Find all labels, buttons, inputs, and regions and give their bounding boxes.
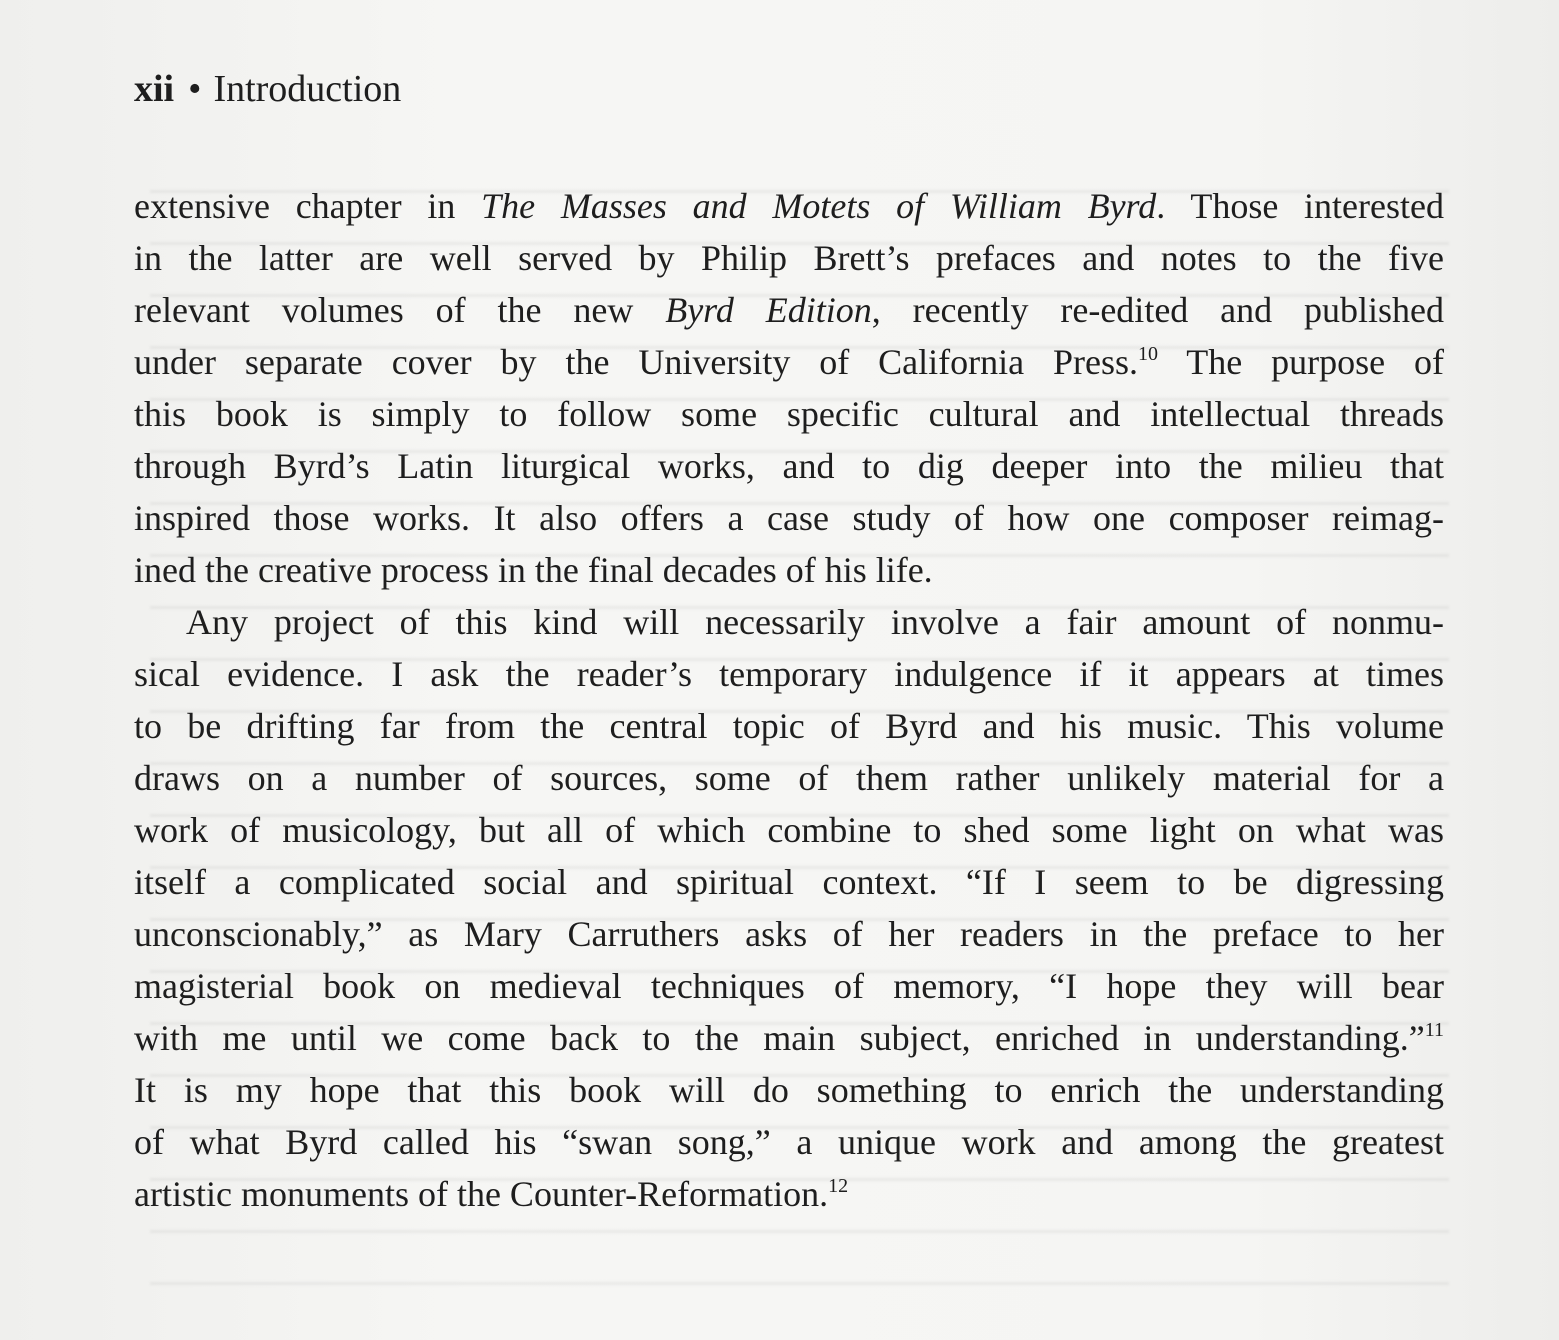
text-span: artistic monuments of the Counter-Reformation.: [134, 1174, 829, 1214]
text-line: [134, 284, 1444, 336]
text-line: draws on a number of sources, some of them rather unlikely material for a: [134, 758, 1444, 798]
text-line: through Byrd’s Latin liturgical works, and to dig deeper into the milieu that: [134, 446, 1444, 486]
text-line: itself a complicated social and spiritual context. “If I seem to be digressing: [134, 862, 1444, 902]
text-line: It is my hope that this book will do something to enrich the understanding: [134, 1070, 1444, 1110]
running-head: [134, 66, 401, 112]
text-line: to be drifting far from the central topic of Byrd and his music. This volume: [134, 706, 1444, 746]
text-line: ined the creative process in the final decades of his life.: [134, 550, 933, 590]
bullet-separator: •: [188, 68, 202, 110]
body-text: [134, 180, 1444, 1220]
footnote-marker: 12: [828, 1175, 849, 1197]
text-span: relevant volumes of the new: [134, 290, 666, 330]
text-span: with me until we come back to the main subject, enriched in understanding.”: [134, 1018, 1425, 1058]
page-number: xii: [134, 68, 175, 110]
italic-book-title: The Masses and Motets of William Byrd: [481, 186, 1157, 226]
text-span: extensive chapter in: [134, 186, 482, 226]
text-line: sical evidence. I ask the reader’s temporary indulgence if it appears at times: [134, 654, 1444, 694]
text-line: inspired those works. It also offers a case study of how one composer reimag-: [134, 498, 1444, 538]
text-line: magisterial book on medieval techniques of memory, “I hope they will bear: [134, 966, 1444, 1006]
text-line: of what Byrd called his “swan song,” a unique work and among the greatest: [134, 1122, 1444, 1162]
text-span: The purpose of: [1157, 342, 1444, 382]
text-span: , recently re-edited and published: [871, 290, 1444, 330]
text-line: this book is simply to follow some specific cultural and intellectual threads: [134, 394, 1444, 434]
chapter-title: Introduction: [213, 68, 402, 110]
text-span: . Those interested: [1156, 186, 1444, 226]
text-line: [134, 180, 1444, 232]
text-line: Any project of this kind will necessarily involve a fair amount of nonmu-: [186, 602, 1444, 642]
text-line: [134, 1168, 1444, 1220]
text-line: unconscionably,” as Mary Carruthers asks of her readers in the preface to her: [134, 914, 1444, 954]
paragraph-2: [134, 596, 1444, 1220]
italic-edition-title: Byrd Edition: [665, 290, 872, 330]
text-line: [134, 336, 1444, 388]
text-span: under separate cover by the University of California Press.: [134, 342, 1138, 382]
text-line: work of musicology, but all of which combine to shed some light on what was: [134, 810, 1444, 850]
footnote-marker: 11: [1424, 1019, 1444, 1041]
footnote-marker: 10: [1137, 343, 1158, 365]
text-line: in the latter are well served by Philip Brett’s prefaces and notes to the five: [134, 238, 1444, 278]
text-line: [134, 1012, 1444, 1064]
paragraph-1: [134, 180, 1444, 596]
